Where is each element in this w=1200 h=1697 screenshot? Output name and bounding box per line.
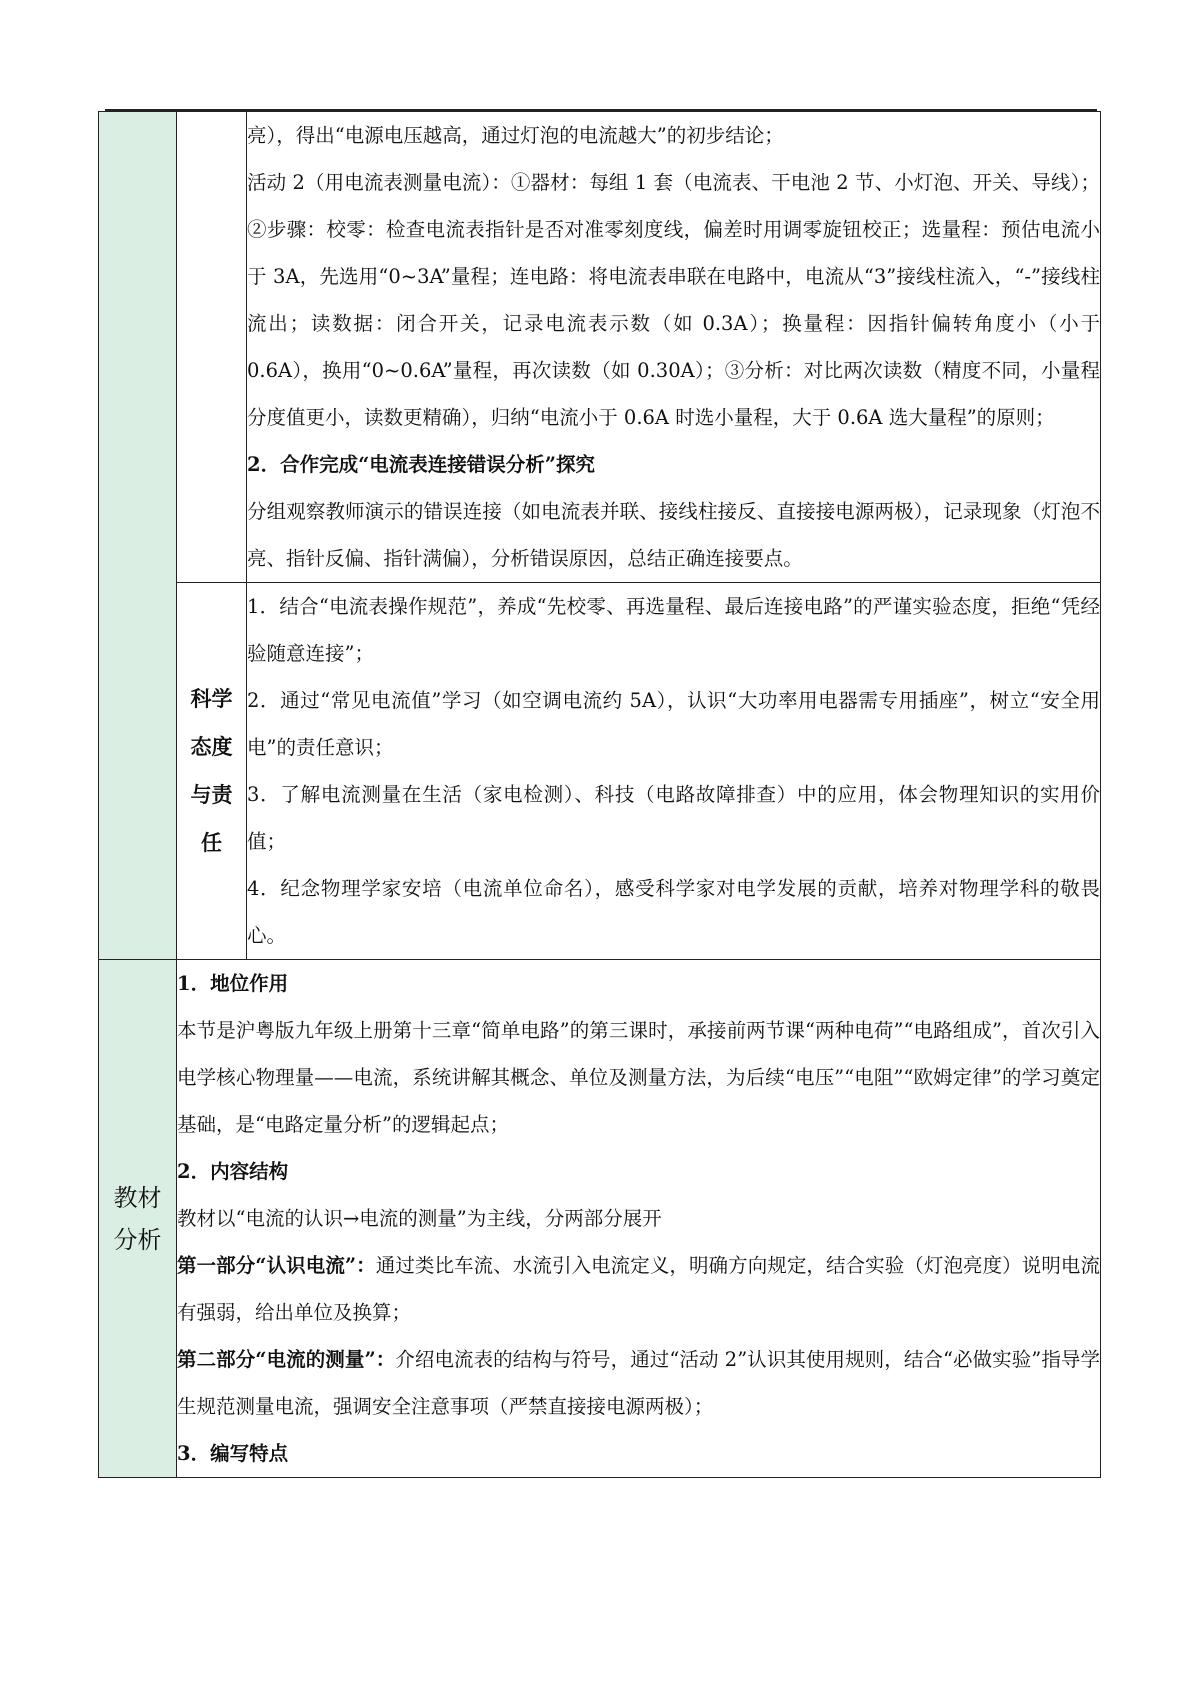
attitude-item-3: 3．了解电流测量在生活（家电检测）、科技（电路故障排查）中的应用，体会物理知识的实用价值； <box>247 783 1100 853</box>
analysis-content-cell <box>177 960 1101 1478</box>
attitude-item-1: 1．结合“电流表操作规范”，养成“先校零、再选量程、最后连接电路”的严谨实验态度，拒绝“凭经验随意连接”； <box>247 595 1100 665</box>
analysis-heading-2: 2．内容结构 <box>177 1160 289 1183</box>
analysis-row <box>99 960 1101 1478</box>
activity-paragraph-3: 分组观察教师演示的错误连接（如电流表并联、接线柱接反、直接接电源两极），记录现象（灯泡不亮、指针反偏、指针满偏），分析错误原因，总结正确连接要点。 <box>247 500 1100 570</box>
analysis-heading-1: 1．地位作用 <box>177 972 289 995</box>
activity-sublabel-cell <box>177 112 247 583</box>
attitude-content-cell <box>247 583 1101 960</box>
attitude-item-2: 2．通过“常见电流值”学习（如空调电流约 5A），认识“大功率用电器需专用插座”，树立“安全用电”的责任意识； <box>247 689 1100 759</box>
analysis-heading-3: 3．编写特点 <box>177 1442 289 1465</box>
analysis-label: 教材分析 <box>113 1183 162 1254</box>
activity-row <box>99 112 1101 583</box>
attitude-label-cell <box>177 583 247 960</box>
activity-content-cell <box>247 112 1101 583</box>
analysis-label-cell <box>99 960 177 1478</box>
analysis-part-2 <box>177 1336 1100 1430</box>
attitude-item-4: 4．纪念物理学家安培（电流单位命名），感受科学家对电学发展的贡献，培养对物理学科的敬畏心。 <box>247 877 1100 947</box>
attitude-label: 科学态度与责任 <box>190 686 233 855</box>
analysis-paragraph-1: 本节是沪粤版九年级上册第十三章“简单电路”的第三课时，承接前两节课“两种电荷”“电路组成”，首次引入电学核心物理量——电流，系统讲解其概念、单位及测量方法，为后续“电压”“电阻”“欧姆定律”的学习奠定基础，是“电路定量分析”的逻辑起点； <box>177 1019 1100 1136</box>
objectives-label-cell <box>99 112 177 960</box>
part-2-title: 第二部分“电流的测量”： <box>177 1348 396 1371</box>
lesson-plan-table <box>98 111 1101 1478</box>
activity-paragraph-1: 亮），得出“电源电压越高，通过灯泡的电流越大”的初步结论； <box>247 124 784 147</box>
part-2-text: 介绍电流表的结构与符号，通过“活动 2”认识其使用规则，结合“必做实验”指导学生规范测量电流，强调安全注意事项（严禁直接接电源两极）； <box>177 1348 1100 1418</box>
attitude-row <box>99 583 1101 960</box>
analysis-paragraph-2: 教材以“电流的认识→电流的测量”为主线，分两部分展开 <box>177 1207 662 1230</box>
part-1-text: 通过类比车流、水流引入电流定义，明确方向规定，结合实验（灯泡亮度）说明电流有强弱，给出单位及换算； <box>177 1254 1100 1324</box>
activity-paragraph-2: 活动 2（用电流表测量电流）：①器材：每组 1 套（电流表、干电池 2 节、小灯泡、开关、导线）；②步骤：校零：检查电流表指针是否对准零刻度线，偏差时用调零旋钮校正；选量程：预估电流小于 3A，先选用“0~3A”量程；连电路：将电流表串联在电路中，电流从“3”接线柱流入，“-”接线柱流出；读数据：闭合开关，记录电流表示数（如 0.3A）；换量程：因指针偏转角度小（小于 0.6A），换用“0~0.6A”量程，再次读数（如 0.30A）；③分析：对比两次读数（精度不同，小量程分度值更小，读数更精确），归纳“电流小于 0.6A 时选小量程，大于 0.6A 选大量程”的原则； <box>247 171 1100 429</box>
activity-heading-2: 2．合作完成“电流表连接错误分析”探究 <box>247 453 596 476</box>
analysis-part-1 <box>177 1242 1100 1336</box>
part-1-title: 第一部分“认识电流”： <box>177 1254 376 1277</box>
